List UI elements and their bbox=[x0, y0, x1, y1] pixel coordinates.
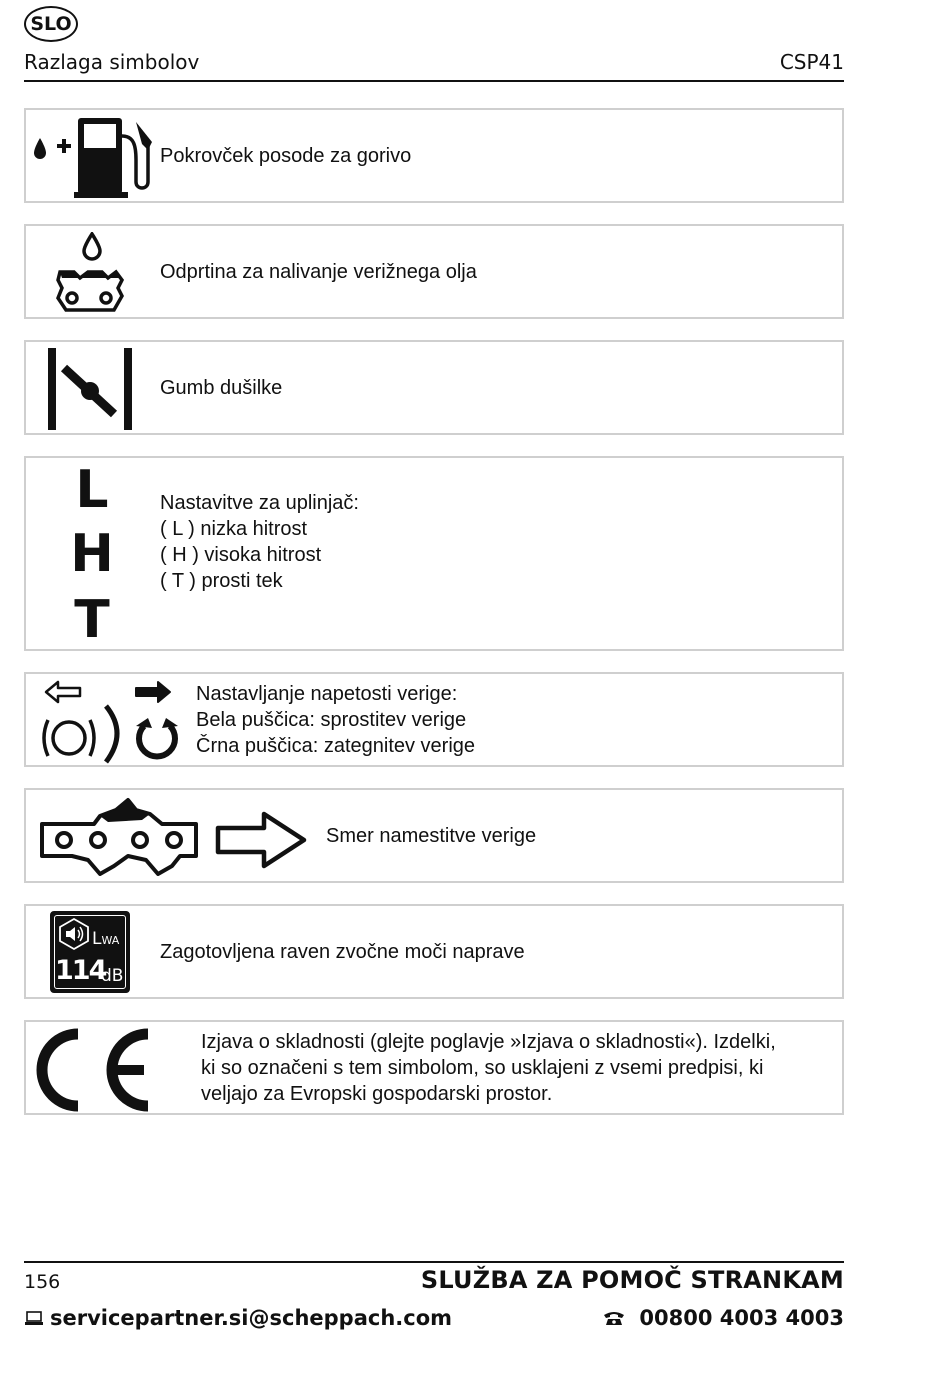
header-divider bbox=[24, 80, 844, 82]
symbol-row-choke bbox=[24, 340, 844, 435]
symbol-text-carburetor: Nastavitve za uplinjač: ( L ) nizka hitrost ( H ) visoka hitrost ( T ) prosti tek bbox=[160, 492, 359, 592]
symbol-row-chain-direction bbox=[24, 788, 844, 883]
letter-l: L bbox=[75, 460, 109, 520]
speaker-icon bbox=[57, 917, 91, 951]
symbol-text-chain-oil: Odprtina za nalivanje verižnega olja bbox=[160, 261, 477, 283]
chain-oil-icon bbox=[54, 232, 126, 314]
sound-level-unit: dB bbox=[101, 966, 124, 986]
chain-tension-icon bbox=[38, 678, 188, 764]
sound-level-value: 114 bbox=[55, 955, 106, 986]
phone-icon bbox=[603, 1310, 625, 1326]
footer-divider bbox=[24, 1261, 844, 1263]
symbol-text-sound-power: Zagotovljena raven zvočne moči naprave bbox=[160, 941, 525, 963]
choke-icon bbox=[46, 346, 136, 432]
symbol-row-chain-tension bbox=[24, 672, 844, 767]
section-title: Razlaga simbolov bbox=[24, 50, 200, 74]
symbol-text-choke: Gumb dušilke bbox=[160, 377, 283, 399]
service-title: SLUŽBA ZA POMOČ STRANKAM bbox=[420, 1266, 844, 1294]
symbol-row-sound-power bbox=[24, 904, 844, 999]
page-number: 156 bbox=[24, 1271, 61, 1293]
lwa-label: LWA bbox=[92, 929, 120, 949]
email-link[interactable]: servicepartner.si@scheppach.com bbox=[50, 1306, 453, 1330]
phone-row bbox=[603, 1306, 844, 1330]
chain-direction-icon bbox=[38, 794, 328, 880]
language-badge: SLO bbox=[24, 6, 78, 42]
symbol-text-ce-mark: Izjava o skladnosti (glejte poglavje »Izjava o skladnosti«). Izdelki, ki so označeni s tem simbolom, so usklajeni z vsemi predpisi, ki veljajo za Evropski gospodarski prostor. bbox=[201, 1031, 776, 1105]
model-name: CSP41 bbox=[779, 50, 844, 74]
symbol-row-chain-oil bbox=[24, 224, 844, 319]
symbol-text-chain-tension: Nastavljanje napetosti verige: Bela puščica: sprostitev verige Črna puščica: zategnitev verige bbox=[196, 683, 476, 757]
symbol-text-fuel: Pokrovček posode za gorivo bbox=[160, 145, 412, 167]
symbol-row-ce-mark bbox=[24, 1020, 844, 1115]
email-row bbox=[24, 1306, 452, 1330]
symbol-row-carburetor bbox=[24, 456, 844, 651]
laptop-icon bbox=[24, 1310, 44, 1326]
sound-power-icon bbox=[50, 911, 130, 993]
symbol-text-chain-direction: Smer namestitve verige bbox=[326, 825, 537, 847]
fuel-pump-icon bbox=[30, 116, 156, 200]
symbol-row-fuel bbox=[24, 108, 844, 203]
letter-h: H bbox=[70, 524, 114, 584]
phone-number[interactable]: 00800 4003 4003 bbox=[639, 1306, 844, 1330]
ce-mark-icon bbox=[34, 1026, 164, 1112]
letter-t: T bbox=[74, 590, 110, 650]
